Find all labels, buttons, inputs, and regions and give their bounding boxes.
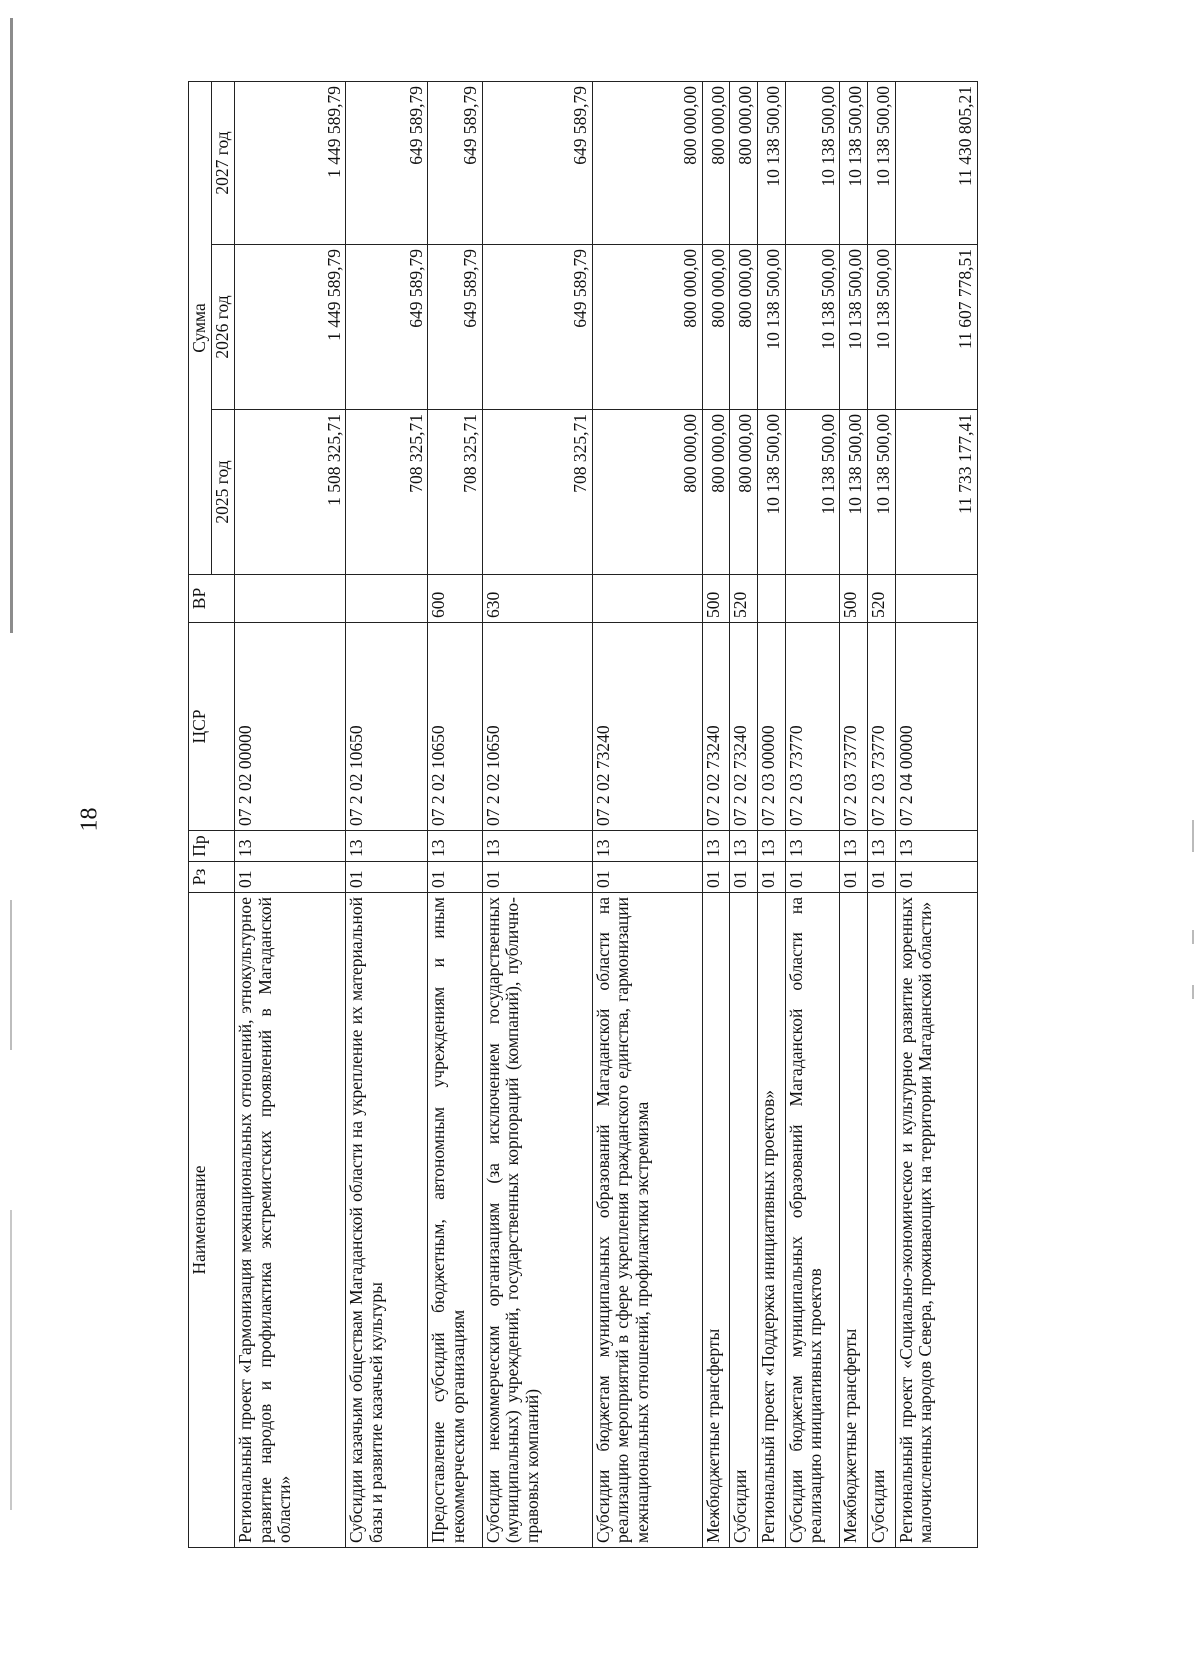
row-name: Предоставление субсидий бюджетным, автономным учреждениям и иным некоммерческим организациям (428, 893, 482, 1548)
scan-speck (1192, 820, 1194, 852)
row-csr: 07 2 02 10650 (482, 623, 592, 831)
header-rz: Рз (189, 862, 235, 893)
row-sum-2025: 1 508 325,71 (235, 410, 346, 575)
row-pr: 13 (235, 831, 346, 862)
row-sum-2026: 10 138 500,00 (868, 245, 896, 410)
row-vr: 500 (840, 575, 868, 623)
row-name: Субсидии (730, 893, 758, 1548)
scan-edge-mark (10, 18, 13, 633)
row-csr: 07 2 02 00000 (235, 623, 346, 831)
row-sum-2026: 800 000,00 (592, 245, 702, 410)
row-csr: 07 2 03 73770 (785, 623, 839, 831)
row-rz: 01 (868, 862, 896, 893)
row-vr: 600 (428, 575, 482, 623)
row-sum-2027: 11 430 805,21 (895, 81, 977, 244)
scan-speck (1192, 985, 1194, 999)
row-sum-2027: 1 449 589,79 (235, 81, 346, 244)
row-sum-2027: 800 000,00 (730, 81, 758, 244)
row-sum-2025: 10 138 500,00 (868, 410, 896, 575)
row-vr (235, 575, 346, 623)
row-sum-2026: 10 138 500,00 (758, 245, 786, 410)
row-vr: 520 (868, 575, 896, 623)
row-csr: 07 2 04 00000 (895, 623, 977, 831)
row-pr: 13 (730, 831, 758, 862)
table-row (868, 81, 896, 1547)
table-body (235, 81, 978, 1547)
row-csr: 07 2 03 73770 (840, 623, 868, 831)
row-name: Региональный проект «Поддержка инициативных проектов» (758, 893, 786, 1548)
row-csr: 07 2 02 73240 (702, 623, 730, 831)
table-row (785, 81, 839, 1547)
row-csr: 07 2 03 00000 (758, 623, 786, 831)
row-name: Субсидии некоммерческим организациям (за исключением государственных (муниципальных) учреждений, государственных корпораций (компаний), публично-правовых компаний) (482, 893, 592, 1548)
row-name: Субсидии казачьим обществам Магаданской области на укрепление их материальной базы и развитие казачьей культуры (346, 893, 428, 1548)
row-pr: 13 (895, 831, 977, 862)
row-pr: 13 (346, 831, 428, 862)
row-sum-2025: 800 000,00 (702, 410, 730, 575)
row-sum-2026: 649 589,79 (346, 245, 428, 410)
row-pr: 13 (428, 831, 482, 862)
row-sum-2027: 800 000,00 (702, 81, 730, 244)
table-row (840, 81, 868, 1547)
header-vr: ВР (189, 575, 235, 623)
table-row (428, 81, 482, 1547)
row-pr: 13 (758, 831, 786, 862)
row-sum-2027: 800 000,00 (592, 81, 702, 244)
row-pr: 13 (840, 831, 868, 862)
row-csr: 07 2 02 73240 (730, 623, 758, 831)
budget-table (188, 81, 978, 1548)
table-row (895, 81, 977, 1547)
table-row (482, 81, 592, 1547)
row-vr (895, 575, 977, 623)
row-rz: 01 (482, 862, 592, 893)
row-name: Региональный проект «Гармонизация межнациональных отношений, этнокультурное развитие народов и профилактика экстремистских проявлений в Магаданской области» (235, 893, 346, 1548)
row-sum-2026: 649 589,79 (428, 245, 482, 410)
row-name: Межбюджетные трансферты (840, 893, 868, 1548)
row-sum-2025: 10 138 500,00 (785, 410, 839, 575)
row-vr (785, 575, 839, 623)
row-sum-2025: 800 000,00 (730, 410, 758, 575)
scan-speck (1192, 930, 1194, 944)
row-rz: 01 (592, 862, 702, 893)
header-sum: Сумма (189, 81, 212, 574)
row-vr: 630 (482, 575, 592, 623)
table-row (702, 81, 730, 1547)
row-sum-2025: 708 325,71 (482, 410, 592, 575)
row-sum-2027: 649 589,79 (428, 81, 482, 244)
row-sum-2026: 649 589,79 (482, 245, 592, 410)
row-name: Межбюджетные трансферты (702, 893, 730, 1548)
scan-edge-mark (10, 900, 12, 1050)
table-row (758, 81, 786, 1547)
row-rz: 01 (758, 862, 786, 893)
row-pr: 13 (482, 831, 592, 862)
table-header (189, 81, 235, 1547)
header-pr: Пр (189, 831, 235, 862)
row-sum-2027: 649 589,79 (482, 81, 592, 244)
budget-table-frame (188, 82, 978, 1548)
row-name: Региональный проект «Социально-экономическое и культурное развитие коренных малочисленных народов Севера, проживающих на территории Магаданской области» (895, 893, 977, 1548)
row-sum-2027: 10 138 500,00 (758, 81, 786, 244)
row-sum-2027: 10 138 500,00 (840, 81, 868, 244)
row-rz: 01 (730, 862, 758, 893)
table-row (235, 81, 346, 1547)
row-sum-2025: 800 000,00 (592, 410, 702, 575)
table-row (592, 81, 702, 1547)
row-vr (592, 575, 702, 623)
row-sum-2026: 10 138 500,00 (840, 245, 868, 410)
row-sum-2025: 10 138 500,00 (758, 410, 786, 575)
row-vr (758, 575, 786, 623)
row-sum-2027: 10 138 500,00 (868, 81, 896, 244)
row-pr: 13 (785, 831, 839, 862)
row-rz: 01 (895, 862, 977, 893)
row-pr: 13 (702, 831, 730, 862)
row-csr: 07 2 02 10650 (428, 623, 482, 831)
row-sum-2025: 10 138 500,00 (840, 410, 868, 575)
table-row (730, 81, 758, 1547)
row-sum-2025: 708 325,71 (346, 410, 428, 575)
scan-edge-mark (10, 1210, 12, 1510)
row-csr: 07 2 03 73770 (868, 623, 896, 831)
row-sum-2027: 10 138 500,00 (785, 81, 839, 244)
row-rz: 01 (346, 862, 428, 893)
row-vr (346, 575, 428, 623)
page-number: 18 (76, 807, 103, 832)
row-name: Субсидии бюджетам муниципальных образований Магаданской области на реализацию инициативных проектов (785, 893, 839, 1548)
row-rz: 01 (235, 862, 346, 893)
row-sum-2025: 708 325,71 (428, 410, 482, 575)
header-name: Наименование (189, 893, 235, 1548)
header-csr: ЦСР (189, 623, 235, 831)
row-sum-2026: 10 138 500,00 (785, 245, 839, 410)
row-sum-2026: 1 449 589,79 (235, 245, 346, 410)
row-rz: 01 (785, 862, 839, 893)
row-csr: 07 2 02 73240 (592, 623, 702, 831)
row-sum-2026: 11 607 778,51 (895, 245, 977, 410)
row-name: Субсидии (868, 893, 896, 1548)
row-sum-2027: 649 589,79 (346, 81, 428, 244)
budget-table-rotated (188, 82, 978, 1548)
row-name: Субсидии бюджетам муниципальных образований Магаданской области на реализацию мероприятий в сфере укрепления гражданского единства, гармонизации межнациональных отношений, профилактики экстремизма (592, 893, 702, 1548)
header-year-2025: 2025 год (212, 410, 235, 575)
row-rz: 01 (428, 862, 482, 893)
row-sum-2026: 800 000,00 (730, 245, 758, 410)
row-vr: 500 (702, 575, 730, 623)
row-pr: 13 (868, 831, 896, 862)
row-csr: 07 2 02 10650 (346, 623, 428, 831)
row-pr: 13 (592, 831, 702, 862)
row-rz: 01 (702, 862, 730, 893)
header-year-2027: 2027 год (212, 81, 235, 244)
header-year-2026: 2026 год (212, 245, 235, 410)
row-sum-2026: 800 000,00 (702, 245, 730, 410)
row-rz: 01 (840, 862, 868, 893)
table-row (346, 81, 428, 1547)
row-vr: 520 (730, 575, 758, 623)
row-sum-2025: 11 733 177,41 (895, 410, 977, 575)
